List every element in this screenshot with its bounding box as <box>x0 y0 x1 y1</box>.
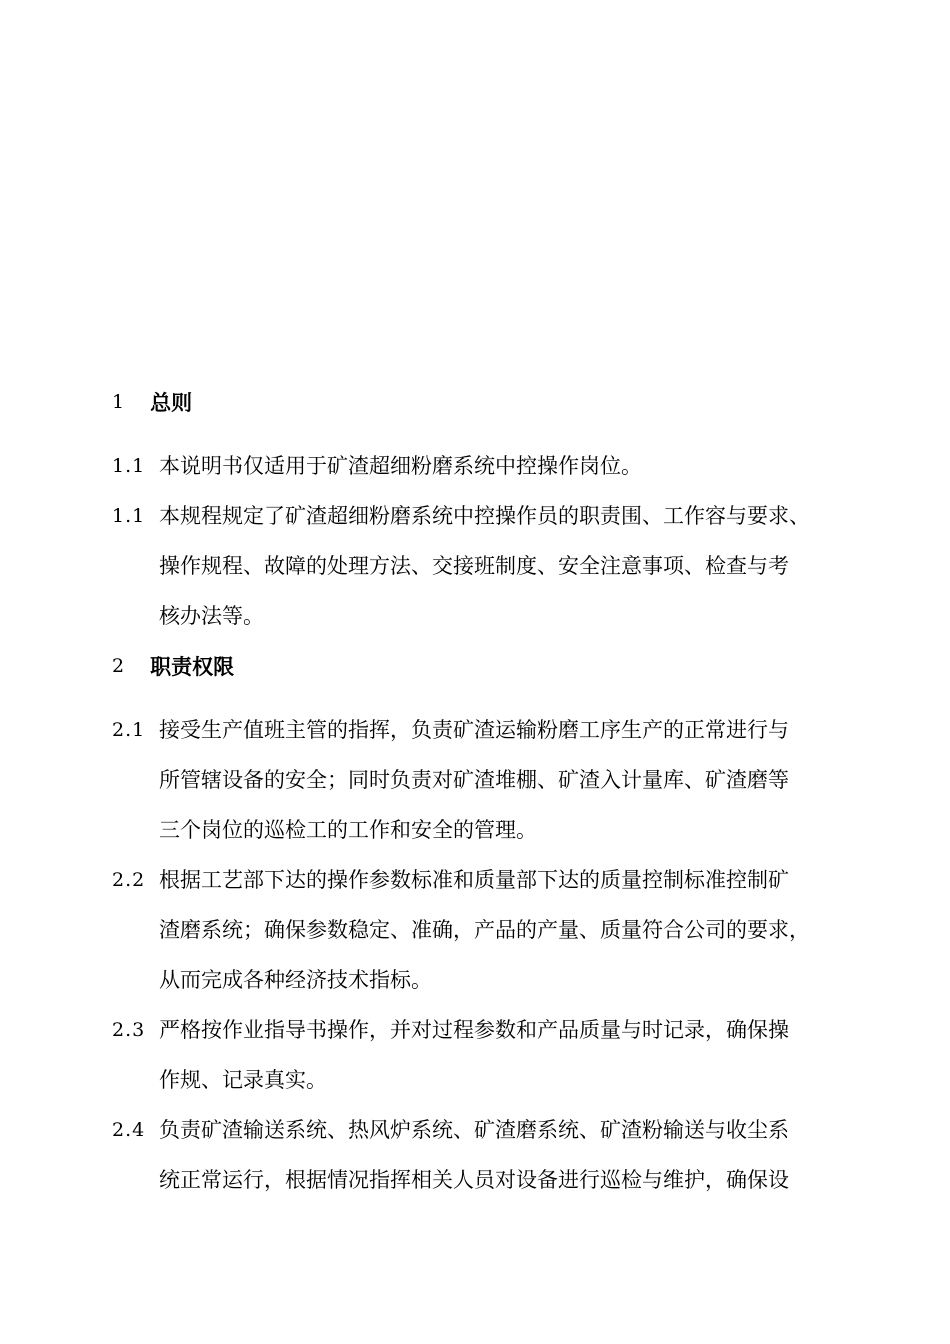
clause-line: 接受生产值班主管的指挥，负责矿渣运输粉磨工序生产的正常进行与 <box>159 718 789 742</box>
clause-line: 本说明书仅适用于矿渣超细粉磨系统中控操作岗位。 <box>159 454 642 478</box>
clause-number: 1.1 <box>112 455 146 477</box>
clause-line: 渣磨系统；确保参数稳定、准确，产品的产量、质量符合公司的要求， <box>159 918 810 942</box>
clause-line: 从而完成各种经济技术指标。 <box>159 968 432 992</box>
clause-number: 2.4 <box>112 1119 146 1141</box>
clause-number: 2.3 <box>112 1019 146 1041</box>
section-title: 职责权限 <box>150 655 235 679</box>
section-heading <box>112 387 192 417</box>
clause-line: 根据工艺部下达的操作参数标准和质量部下达的质量控制标准控制矿 <box>159 868 789 892</box>
section-number: 1 <box>112 391 125 413</box>
clause-line: 统正常运行，根据情况指挥相关人员对设备进行巡检与维护，确保设 <box>159 1168 789 1192</box>
clause-line: 作规、记录真实。 <box>159 1068 327 1092</box>
clause-line: 操作规程、故障的处理方法、交接班制度、安全注意事项、检查与考 <box>159 554 789 578</box>
section-title: 总则 <box>150 391 193 415</box>
clause-line: 本规程规定了矿渣超细粉磨系统中控操作员的职责围、工作容与要求、 <box>159 504 810 528</box>
clause-line: 核办法等。 <box>159 604 264 628</box>
section-heading <box>112 651 234 681</box>
clause-line: 所管辖设备的安全；同时负责对矿渣堆棚、矿渣入计量库、矿渣磨等 <box>159 768 789 792</box>
clause-line: 严格按作业指导书操作，并对过程参数和产品质量与时记录，确保操 <box>159 1018 789 1042</box>
clause-line: 三个岗位的巡检工的工作和安全的管理。 <box>159 818 537 842</box>
clause-number: 2.1 <box>112 719 146 741</box>
clause-line: 负责矿渣输送系统、热风炉系统、矿渣磨系统、矿渣粉输送与收尘系 <box>159 1118 789 1142</box>
clause-number: 2.2 <box>112 869 146 891</box>
section-number: 2 <box>112 655 125 677</box>
clause-number: 1.1 <box>112 505 146 527</box>
